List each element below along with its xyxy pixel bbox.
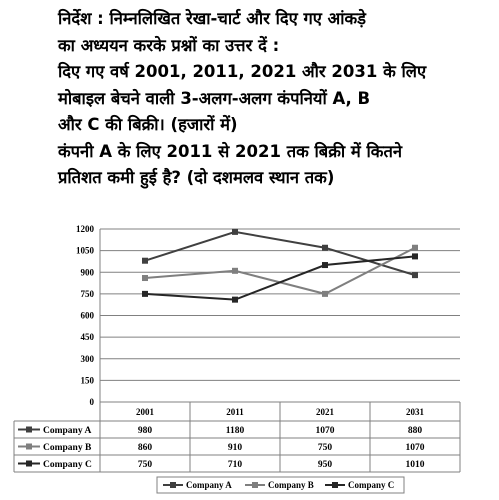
legend-marker: [332, 482, 338, 488]
y-tick-label: 900: [80, 267, 94, 278]
table-cell-value: 950: [317, 460, 333, 470]
table-cell-value: 1070: [405, 443, 425, 453]
y-tick-label: 1050: [76, 245, 94, 256]
x-category-label: 2021: [316, 407, 334, 417]
data-point: [142, 291, 148, 297]
data-point: [142, 258, 148, 264]
y-tick-label: 150: [80, 375, 94, 386]
question-line: का अध्ययन करके प्रश्नों का उत्तर दें :: [58, 35, 280, 55]
y-tick-label: 300: [80, 353, 94, 364]
question-line: और C की बिक्री। (हजारों में): [58, 115, 238, 134]
table-cell-value: 860: [137, 443, 153, 453]
data-point: [322, 291, 328, 297]
legend-label: Company A: [186, 480, 232, 491]
table-legend-marker: [26, 427, 32, 433]
series-line: [145, 248, 415, 294]
x-category-label: 2001: [136, 407, 154, 417]
table-cell-value: 980: [137, 426, 153, 436]
table-series-name: Company B: [43, 443, 92, 453]
table-series-name: Company C: [43, 460, 92, 470]
table-cell-value: 750: [317, 443, 333, 453]
table-cell-value: 1180: [225, 426, 245, 436]
y-tick-label: 750: [80, 288, 94, 299]
y-tick-label: 1200: [76, 224, 94, 234]
question-line: निर्देश : निम्नलिखित रेखा-चार्ट और दिए गए आंकड़े: [58, 9, 367, 28]
x-category-label: 2011: [226, 407, 244, 417]
x-category-label: 2031: [406, 407, 424, 417]
data-point: [232, 268, 238, 274]
data-point: [232, 297, 238, 303]
question-line: दिए गए वर्ष 2001, 2011, 2021 और 2031 के लिए: [58, 62, 427, 81]
legend-label: Company C: [348, 480, 395, 491]
data-point: [412, 245, 418, 251]
data-point: [142, 275, 148, 281]
y-tick-label: 0: [89, 397, 94, 407]
question-line: कंपनी A के लिए 2011 से 2021 तक बिक्री में कितने: [58, 141, 403, 161]
table-legend-marker: [26, 461, 32, 467]
y-tick-label: 600: [80, 310, 94, 321]
table-cell-value: 910: [227, 443, 243, 453]
data-point: [232, 229, 238, 235]
question-line: प्रतिशत कमी हुई है? (दो दशमलव स्थान तक): [58, 168, 335, 187]
table-cell-value: 880: [407, 426, 423, 436]
data-point: [322, 262, 328, 268]
question-line: मोबाइल बेचने वाली 3-अलग-अलग कंपनियों A, B: [58, 88, 371, 108]
data-point: [412, 253, 418, 259]
legend-marker: [252, 482, 258, 488]
legend-marker: [170, 482, 176, 488]
table-legend-marker: [26, 444, 32, 450]
table-cell-value: 710: [227, 460, 243, 470]
legend-label: Company B: [268, 480, 314, 491]
y-tick-label: 450: [80, 332, 94, 343]
table-cell-value: 1070: [315, 426, 335, 436]
data-point: [412, 272, 418, 278]
table-cell-value: 1010: [405, 460, 425, 470]
data-point: [322, 245, 328, 251]
table-series-name: Company A: [43, 426, 92, 436]
table-cell-value: 750: [137, 460, 153, 470]
